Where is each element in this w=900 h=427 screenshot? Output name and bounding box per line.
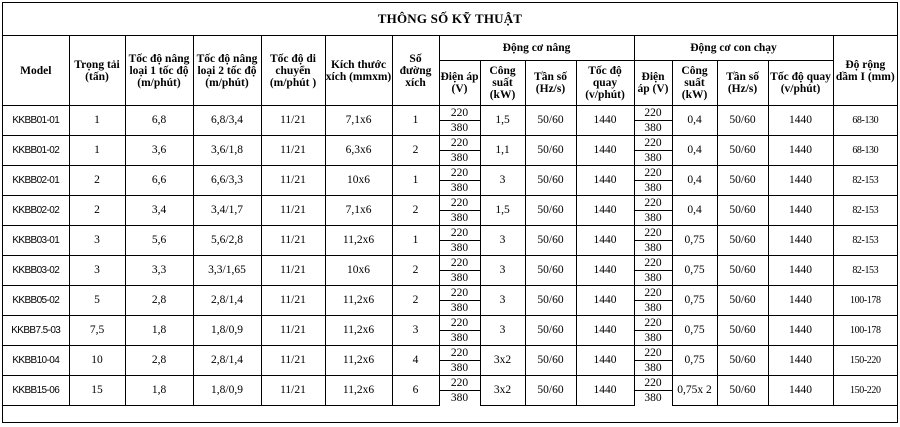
toc-do-quay-nang-cell: 1440	[576, 346, 634, 376]
dien-ap-chay-380-cell: 380	[634, 271, 672, 286]
table-row	[3, 106, 897, 121]
model-cell: KKBB15-06	[3, 376, 69, 406]
toc-do-2-cell: 3,6/1,8	[193, 136, 261, 166]
tan-so-chay-cell: 50/60	[717, 226, 768, 256]
trong-tai-cell: 7,5	[69, 316, 125, 346]
toc-do-1-cell: 6,8	[125, 106, 193, 136]
kich-thuoc-cell: 10x6	[325, 166, 392, 196]
dien-ap-nang-380-cell: 380	[439, 271, 480, 286]
kich-thuoc-cell: 7,1x6	[325, 106, 392, 136]
toc-do-1-cell: 3,6	[125, 136, 193, 166]
dien-ap-chay-380-cell: 380	[634, 151, 672, 166]
table-row	[3, 286, 897, 301]
cong-suat-nang-cell: 1,5	[480, 196, 525, 226]
dien-ap-chay-380-cell: 380	[634, 181, 672, 196]
toc-do-di-chuyen-cell: 11/21	[261, 286, 325, 316]
model-cell: KKBB02-01	[3, 166, 69, 196]
tan-so-nang-cell: 50/60	[525, 196, 576, 226]
dien-ap-nang-220-cell: 220	[439, 136, 480, 151]
dien-ap-chay-220-cell: 220	[634, 106, 672, 121]
do-rong-cell: 100-178	[833, 316, 897, 346]
toc-do-2-cell: 3,4/1,7	[193, 196, 261, 226]
so-duong-cell: 2	[392, 196, 439, 226]
toc-do-1-cell: 3,3	[125, 256, 193, 286]
model-cell: KKBB03-01	[3, 226, 69, 256]
so-duong-cell: 1	[392, 106, 439, 136]
toc-do-2-cell: 6,6/3,3	[193, 166, 261, 196]
header-cong-suat-nang: Công suất (kW)	[480, 61, 525, 106]
table-row	[3, 196, 897, 211]
toc-do-di-chuyen-cell: 11/21	[261, 196, 325, 226]
table-row	[3, 376, 897, 391]
header-dien-ap-chay: Điện áp (V)	[634, 61, 672, 106]
header-toc-do-1: Tốc độ nâng loại 1 tốc độ (m/phút)	[125, 36, 193, 106]
dien-ap-nang-380-cell: 380	[439, 151, 480, 166]
toc-do-quay-nang-cell: 1440	[576, 256, 634, 286]
tan-so-nang-cell: 50/60	[525, 166, 576, 196]
kich-thuoc-cell: 11,2x6	[325, 226, 392, 256]
toc-do-1-cell: 6,6	[125, 166, 193, 196]
trong-tai-cell: 1	[69, 106, 125, 136]
dien-ap-nang-220-cell: 220	[439, 166, 480, 181]
tan-so-nang-cell: 50/60	[525, 376, 576, 406]
kich-thuoc-cell: 7,1x6	[325, 196, 392, 226]
header-dong-co-con-chay: Động cơ con chạy	[634, 36, 833, 61]
trong-tai-cell: 2	[69, 196, 125, 226]
toc-do-quay-chay-cell: 1440	[768, 136, 833, 166]
dien-ap-chay-220-cell: 220	[634, 166, 672, 181]
do-rong-cell: 82-153	[833, 196, 897, 226]
dien-ap-chay-380-cell: 380	[634, 211, 672, 226]
cong-suat-nang-cell: 3x2	[480, 346, 525, 376]
toc-do-1-cell: 2,8	[125, 346, 193, 376]
model-cell: KKBB10-04	[3, 346, 69, 376]
dien-ap-chay-380-cell: 380	[634, 361, 672, 376]
header-dien-ap-nang: Điện áp (V)	[439, 61, 480, 106]
header-toc-do-quay-chay: Tốc độ quay (v/phút)	[768, 61, 833, 106]
tan-so-chay-cell: 50/60	[717, 256, 768, 286]
table-row	[3, 256, 897, 271]
tan-so-nang-cell: 50/60	[525, 256, 576, 286]
cong-suat-nang-cell: 3	[480, 256, 525, 286]
so-duong-cell: 1	[392, 166, 439, 196]
dien-ap-nang-380-cell: 380	[439, 391, 480, 406]
table-row	[3, 316, 897, 331]
toc-do-1-cell: 1,8	[125, 316, 193, 346]
table-row	[3, 226, 897, 241]
toc-do-di-chuyen-cell: 11/21	[261, 136, 325, 166]
toc-do-quay-chay-cell: 1440	[768, 106, 833, 136]
cong-suat-chay-cell: 0,75	[672, 286, 717, 316]
header-toc-do-2: Tốc độ nâng loại 2 tốc độ (m/phút)	[193, 36, 261, 106]
toc-do-2-cell: 1,8/0,9	[193, 316, 261, 346]
dien-ap-chay-220-cell: 220	[634, 226, 672, 241]
toc-do-quay-nang-cell: 1440	[576, 196, 634, 226]
tan-so-nang-cell: 50/60	[525, 286, 576, 316]
so-duong-cell: 2	[392, 286, 439, 316]
toc-do-quay-nang-cell: 1440	[576, 316, 634, 346]
trong-tai-cell: 2	[69, 166, 125, 196]
dien-ap-nang-220-cell: 220	[439, 106, 480, 121]
toc-do-2-cell: 1,8/0,9	[193, 376, 261, 406]
dien-ap-chay-220-cell: 220	[634, 346, 672, 361]
table-body	[3, 106, 897, 406]
toc-do-quay-chay-cell: 1440	[768, 346, 833, 376]
dien-ap-nang-380-cell: 380	[439, 331, 480, 346]
table-title: THÔNG SỐ KỸ THUẬT	[3, 3, 897, 36]
spec-sheet	[2, 2, 898, 423]
so-duong-cell: 1	[392, 226, 439, 256]
so-duong-cell: 6	[392, 376, 439, 406]
toc-do-quay-chay-cell: 1440	[768, 196, 833, 226]
cong-suat-chay-cell: 0,75	[672, 256, 717, 286]
dien-ap-chay-220-cell: 220	[634, 376, 672, 391]
toc-do-1-cell: 3,4	[125, 196, 193, 226]
kich-thuoc-cell: 11,2x6	[325, 286, 392, 316]
tan-so-chay-cell: 50/60	[717, 166, 768, 196]
dien-ap-nang-220-cell: 220	[439, 286, 480, 301]
toc-do-quay-nang-cell: 1440	[576, 106, 634, 136]
dien-ap-chay-380-cell: 380	[634, 301, 672, 316]
tan-so-nang-cell: 50/60	[525, 136, 576, 166]
do-rong-cell: 82-153	[833, 166, 897, 196]
header-cong-suat-chay: Công suất (kW)	[672, 61, 717, 106]
toc-do-2-cell: 2,8/1,4	[193, 286, 261, 316]
dien-ap-nang-220-cell: 220	[439, 316, 480, 331]
tan-so-chay-cell: 50/60	[717, 316, 768, 346]
header-tan-so-nang: Tần số (Hz/s)	[525, 61, 576, 106]
cong-suat-nang-cell: 3x2	[480, 376, 525, 406]
toc-do-quay-chay-cell: 1440	[768, 226, 833, 256]
tan-so-chay-cell: 50/60	[717, 106, 768, 136]
model-cell: KKBB7.5-03	[3, 316, 69, 346]
dien-ap-chay-220-cell: 220	[634, 256, 672, 271]
header-dong-co-nang: Động cơ nâng	[439, 36, 634, 61]
table-row	[3, 136, 897, 151]
kich-thuoc-cell: 11,2x6	[325, 376, 392, 406]
cong-suat-nang-cell: 3	[480, 286, 525, 316]
toc-do-di-chuyen-cell: 11/21	[261, 256, 325, 286]
toc-do-quay-nang-cell: 1440	[576, 286, 634, 316]
so-duong-cell: 4	[392, 346, 439, 376]
toc-do-quay-nang-cell: 1440	[576, 136, 634, 166]
table-row	[3, 166, 897, 181]
dien-ap-chay-220-cell: 220	[634, 316, 672, 331]
toc-do-1-cell: 1,8	[125, 376, 193, 406]
do-rong-cell: 150-220	[833, 376, 897, 406]
header-toc-do-di-chuyen: Tốc độ di chuyển (m/phút )	[261, 36, 325, 106]
toc-do-2-cell: 5,6/2,8	[193, 226, 261, 256]
tan-so-chay-cell: 50/60	[717, 346, 768, 376]
cong-suat-nang-cell: 1,5	[480, 106, 525, 136]
kich-thuoc-cell: 11,2x6	[325, 316, 392, 346]
so-duong-cell: 2	[392, 256, 439, 286]
dien-ap-nang-220-cell: 220	[439, 256, 480, 271]
model-cell: KKBB01-02	[3, 136, 69, 166]
cong-suat-chay-cell: 0,4	[672, 106, 717, 136]
dien-ap-chay-220-cell: 220	[634, 196, 672, 211]
cong-suat-chay-cell: 0,4	[672, 166, 717, 196]
cong-suat-chay-cell: 0,75	[672, 316, 717, 346]
trong-tai-cell: 3	[69, 226, 125, 256]
do-rong-cell: 150-220	[833, 346, 897, 376]
header-so-duong: Số đường xích	[392, 36, 439, 106]
cong-suat-chay-cell: 0,4	[672, 196, 717, 226]
dien-ap-nang-220-cell: 220	[439, 196, 480, 211]
toc-do-di-chuyen-cell: 11/21	[261, 316, 325, 346]
cong-suat-nang-cell: 3	[480, 316, 525, 346]
trong-tai-cell: 3	[69, 256, 125, 286]
toc-do-quay-chay-cell: 1440	[768, 376, 833, 406]
kich-thuoc-cell: 10x6	[325, 256, 392, 286]
table-row	[3, 346, 897, 361]
cong-suat-nang-cell: 3	[480, 226, 525, 256]
toc-do-1-cell: 5,6	[125, 226, 193, 256]
toc-do-quay-chay-cell: 1440	[768, 286, 833, 316]
header-do-rong: Độ rộng dầm I (mm)	[833, 36, 897, 106]
tan-so-chay-cell: 50/60	[717, 196, 768, 226]
so-duong-cell: 2	[392, 136, 439, 166]
model-cell: KKBB01-01	[3, 106, 69, 136]
header-tan-so-chay: Tần số (Hz/s)	[717, 61, 768, 106]
toc-do-quay-nang-cell: 1440	[576, 166, 634, 196]
toc-do-2-cell: 2,8/1,4	[193, 346, 261, 376]
dien-ap-chay-380-cell: 380	[634, 241, 672, 256]
cong-suat-nang-cell: 1,1	[480, 136, 525, 166]
do-rong-cell: 68-130	[833, 106, 897, 136]
dien-ap-nang-380-cell: 380	[439, 211, 480, 226]
tan-so-nang-cell: 50/60	[525, 346, 576, 376]
model-cell: KKBB02-02	[3, 196, 69, 226]
dien-ap-nang-220-cell: 220	[439, 346, 480, 361]
toc-do-2-cell: 3,3/1,65	[193, 256, 261, 286]
tan-so-chay-cell: 50/60	[717, 136, 768, 166]
header-kich-thuoc: Kích thước xích (mmxm)	[325, 36, 392, 106]
trong-tai-cell: 5	[69, 286, 125, 316]
do-rong-cell: 68-130	[833, 136, 897, 166]
cong-suat-chay-cell: 0,75	[672, 346, 717, 376]
trong-tai-cell: 15	[69, 376, 125, 406]
tan-so-nang-cell: 50/60	[525, 106, 576, 136]
toc-do-di-chuyen-cell: 11/21	[261, 226, 325, 256]
header-toc-do-quay-nang: Tốc độ quay (v/phút)	[576, 61, 634, 106]
toc-do-di-chuyen-cell: 11/21	[261, 376, 325, 406]
toc-do-quay-chay-cell: 1440	[768, 256, 833, 286]
toc-do-quay-chay-cell: 1440	[768, 166, 833, 196]
toc-do-2-cell: 6,8/3,4	[193, 106, 261, 136]
dien-ap-nang-380-cell: 380	[439, 121, 480, 136]
toc-do-quay-nang-cell: 1440	[576, 226, 634, 256]
do-rong-cell: 82-153	[833, 226, 897, 256]
dien-ap-nang-380-cell: 380	[439, 181, 480, 196]
cong-suat-chay-cell: 0,75x 2	[672, 376, 717, 406]
toc-do-quay-chay-cell: 1440	[768, 316, 833, 346]
toc-do-1-cell: 2,8	[125, 286, 193, 316]
toc-do-quay-nang-cell: 1440	[576, 376, 634, 406]
do-rong-cell: 82-153	[833, 256, 897, 286]
tan-so-nang-cell: 50/60	[525, 316, 576, 346]
dien-ap-chay-380-cell: 380	[634, 331, 672, 346]
kich-thuoc-cell: 11,2x6	[325, 346, 392, 376]
so-duong-cell: 3	[392, 316, 439, 346]
dien-ap-chay-380-cell: 380	[634, 121, 672, 136]
dien-ap-nang-220-cell: 220	[439, 226, 480, 241]
dien-ap-nang-220-cell: 220	[439, 376, 480, 391]
spec-table	[3, 36, 897, 406]
dien-ap-nang-380-cell: 380	[439, 241, 480, 256]
dien-ap-chay-220-cell: 220	[634, 136, 672, 151]
tan-so-chay-cell: 50/60	[717, 376, 768, 406]
model-cell: KKBB03-02	[3, 256, 69, 286]
cong-suat-chay-cell: 0,4	[672, 136, 717, 166]
dien-ap-nang-380-cell: 380	[439, 301, 480, 316]
tan-so-nang-cell: 50/60	[525, 226, 576, 256]
header-trong-tai: Trọng tải (tấn)	[69, 36, 125, 106]
header-model: Model	[3, 36, 69, 106]
cong-suat-chay-cell: 0,75	[672, 226, 717, 256]
dien-ap-nang-380-cell: 380	[439, 361, 480, 376]
kich-thuoc-cell: 6,3x6	[325, 136, 392, 166]
toc-do-di-chuyen-cell: 11/21	[261, 166, 325, 196]
cong-suat-nang-cell: 3	[480, 166, 525, 196]
do-rong-cell: 100-178	[833, 286, 897, 316]
trong-tai-cell: 1	[69, 136, 125, 166]
tan-so-chay-cell: 50/60	[717, 286, 768, 316]
dien-ap-chay-220-cell: 220	[634, 286, 672, 301]
dien-ap-chay-380-cell: 380	[634, 391, 672, 406]
trong-tai-cell: 10	[69, 346, 125, 376]
toc-do-di-chuyen-cell: 11/21	[261, 346, 325, 376]
toc-do-di-chuyen-cell: 11/21	[261, 106, 325, 136]
model-cell: KKBB05-02	[3, 286, 69, 316]
